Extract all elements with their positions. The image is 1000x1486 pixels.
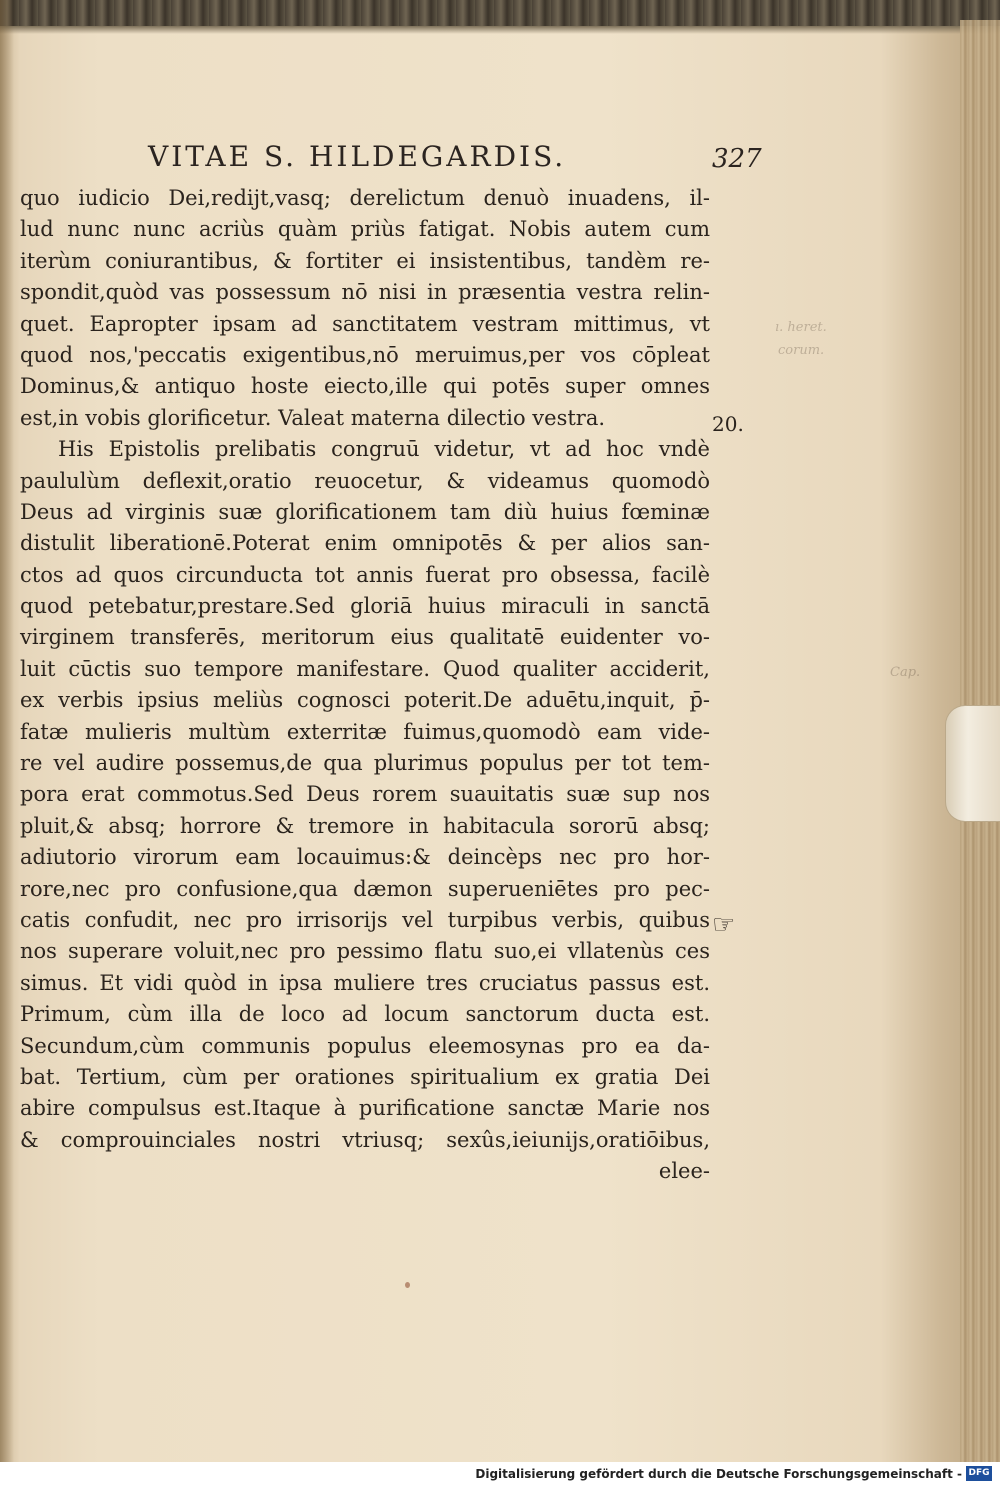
binding-edge	[0, 0, 1000, 26]
text-line: catis confudit, nec pro irrisorijs vel turpibus verbis, quibus	[20, 907, 710, 932]
show-through-text: ı. heret.	[775, 320, 827, 335]
running-header: VITAE S. HILDEGARDIS.	[148, 140, 567, 173]
text-line: fatæ mulieris multùm exterritæ fuimus,quomodò eam vide-	[20, 719, 710, 744]
page-tab-marker	[945, 705, 1000, 822]
text-line: est,in vobis glorificetur. Valeat materna dilectio vestra.	[20, 405, 606, 430]
text-line: nos superare voluit,nec pro pessimo flatu suo,ei vllatenùs ces	[20, 939, 710, 964]
text-line: spondit,quòd vas possessum nō nisi in præsentia vestra relin-	[20, 280, 710, 305]
text-line: simus. Et vidi quòd in ipsa muliere tres cruciatus passus est.	[20, 970, 710, 995]
text-line: distulit liberationē.Poterat enim omnipotēs & per alios san-	[20, 531, 710, 556]
show-through-text: Cap.	[890, 665, 921, 680]
show-through-text: corum.	[778, 343, 825, 358]
text-line: Secundum,cùm communis populus eleemosynas pro ea da-	[20, 1033, 710, 1058]
footer-bar	[0, 1462, 1000, 1486]
dfg-logo: DFG	[966, 1466, 992, 1481]
margin-line-number: 20.	[712, 412, 744, 436]
text-line: re vel audire possemus,de qua plurimus populus per tot tem-	[20, 751, 710, 776]
text-line: Primum, cùm illa de loco ad locum sanctorum ducta est.	[20, 1002, 710, 1027]
text-line: Dominus,& antiquo hoste eiecto,ille qui potēs super omnes	[20, 374, 710, 399]
text-line: virginem transferēs, meritorum eius qualitatē euidenter vo-	[20, 625, 710, 650]
manicule-icon: ☞	[712, 910, 736, 940]
funding-credit: Digitalisierung gefördert durch die Deutsche Forschungsgemeinschaft -	[475, 1467, 962, 1481]
text-line: ctos ad quos circunducta tot annis fuerat pro obsessa, facilè	[20, 562, 710, 587]
text-line: quod petebatur,prestare.Sed gloriā huius miraculi in sanctā	[20, 594, 710, 619]
text-line: iterùm coniurantibus, & fortiter ei insistentibus, tandèm re-	[20, 248, 710, 273]
text-line: pluit,& absq; horrore & tremore in habitacula sororū absq;	[20, 813, 710, 838]
text-line: abire compulsus est.Itaque à purificatione sanctæ Marie nos	[20, 1096, 710, 1121]
text-line: quod nos,'peccatis exigentibus,nō meruimus,per vos cōpleat	[20, 342, 710, 367]
text-line: ex verbis ipsius meliùs cognosci poterit.De aduētu,inquit, p̄-	[20, 688, 710, 713]
body-text	[20, 183, 710, 1188]
text-line: bat. Tertium, cùm per orationes spiritualium ex gratia Dei	[20, 1064, 710, 1089]
text-line: quet. Eapropter ipsam ad sanctitatem vestram mittimus, vt	[20, 311, 710, 336]
text-line: adiutorio virorum eam locauimus:& deincèps nec pro hor-	[20, 845, 710, 870]
text-line: paululùm deflexit,oratio reuocetur, & videamus quomodò	[20, 468, 710, 493]
text-line: luit cūctis suo tempore manifestare. Quod qualiter acciderit,	[20, 656, 710, 681]
text-line: quo iudicio Dei,redijt,vasq; derelictum denuò inuadens, il-	[20, 186, 710, 210]
paper-spot	[405, 1282, 410, 1288]
gutter-shadow	[0, 0, 14, 1462]
page-number: 327	[712, 144, 762, 174]
text-line: lud nunc nunc acriùs quàm priùs fatigat. Nobis autem cum	[20, 217, 710, 242]
text-line: His Epistolis prelibatis congruū videtur, vt ad hoc vndè	[58, 437, 710, 462]
text-line: & comprouinciales nostri vtriusq; sexûs,ieiunijs,oratiōibus,	[20, 1127, 710, 1152]
catchword: elee-	[658, 1159, 710, 1184]
text-line: rore,nec pro confusione,qua dæmon superueniētes pro pec-	[20, 876, 710, 901]
text-line: pora erat commotus.Sed Deus rorem suauitatis suæ sup nos	[20, 782, 710, 807]
text-line: Deus ad virginis suæ glorificationem tam diù huius fœminæ	[20, 499, 710, 524]
